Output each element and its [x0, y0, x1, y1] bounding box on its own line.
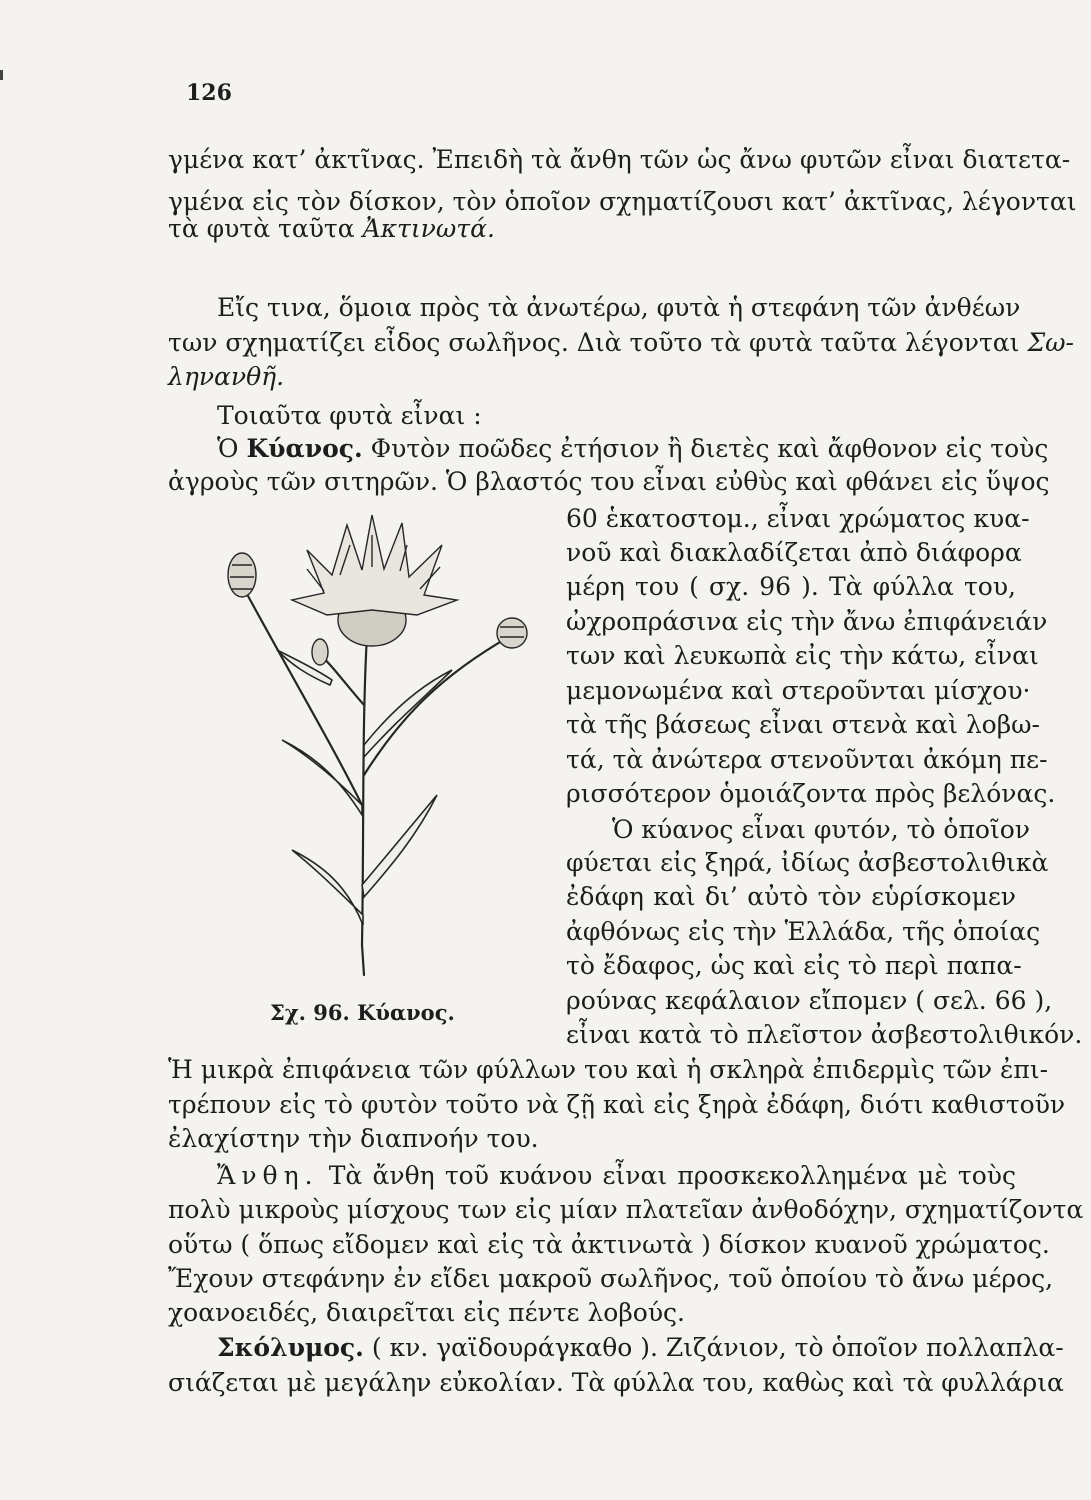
- figure-caption: Σχ. 96. Κύανος.: [270, 1000, 455, 1025]
- leaf: [364, 670, 452, 757]
- text-run: τὰ φυτὰ ταῦτα: [168, 214, 363, 243]
- main-stem: [362, 635, 367, 945]
- leaf: [282, 740, 362, 815]
- text-run: ( κν. γαϊδουράγκαθο ). Ζιζάνιον, τὸ ὁποῖον πολλαπλα-: [363, 1333, 1064, 1362]
- bud-left: [228, 553, 256, 597]
- heading-anthi: Ἄνθη.: [217, 1161, 319, 1190]
- text-line: ὠχροπράσινα εἰς τὴν ἄνω ἐπιφάνειάν: [566, 607, 1048, 636]
- text-line: οὕτω ( ὅπως εἴδομεν καὶ εἰς τὰ ἀκτινωτὰ ) δίσκον κυανοῦ χρώματος.: [168, 1230, 1050, 1259]
- text-line: τρέπουν εἰς τὸ φυτὸν τοῦτο νὰ ζῇ καὶ εἰς ξηρὰ ἐδάφη, διότι καθιστοῦν: [168, 1090, 1066, 1119]
- text-line: εἶναι κατὰ τὸ πλεῖστον ἀσβεστολιθικόν.: [566, 1020, 1083, 1049]
- text-run: των σχηματίζει εἶδος σωλῆνος. Διὰ τοῦτο τὰ φυτὰ ταῦτα λέγονται: [168, 328, 1028, 357]
- text-line: φύεται εἰς ξηρά, ἰδίως ἀσβεστολιθικὰ: [566, 848, 1049, 877]
- term-aktinota: Ἀκτινωτά.: [362, 214, 495, 243]
- text-line: μεμονωμένα καὶ στεροῦνται μίσχου·: [566, 676, 1031, 705]
- text-line: [217, 432, 1049, 466]
- text-line: [168, 326, 1074, 360]
- leaf: [362, 795, 437, 897]
- bud-right: [497, 618, 527, 648]
- scan-edge-mark: [0, 70, 3, 80]
- stem-branch-right: [364, 635, 512, 775]
- text-line: [217, 1331, 1064, 1365]
- text-run: Τὰ ἄνθη τοῦ κυάνου εἶναι προσκεκολλημένα μὲ τοὺς: [318, 1161, 1016, 1190]
- text-line: ἐδάφη καὶ δι’ αὐτὸ τὸν εὑρίσκομεν: [566, 882, 1016, 911]
- page-number: 126: [186, 80, 232, 106]
- text-line: ἀγροὺς τῶν σιτηρῶν. Ὁ βλαστός του εἶναι εὐθὺς καὶ φθάνει εἰς ὕψος: [168, 467, 1050, 496]
- text-line: [168, 212, 1016, 246]
- bud-mid: [312, 639, 328, 665]
- leaf: [292, 850, 363, 925]
- text-line: ἐλαχίστην τὴν διαπνοήν του.: [168, 1124, 539, 1153]
- text-line: [168, 360, 1016, 394]
- text-line: γμένα εἰς τὸν δίσκον, τὸν ὁποῖον σχηματίζουσι κατ’ ἀκτῖνας, λέγονται: [168, 187, 1077, 216]
- term-solinanthi-cont: ληνανθῆ.: [168, 362, 285, 391]
- text-line: γμένα κατ’ ἀκτῖνας. Ἐπειδὴ τὰ ἄνθη τῶν ὡς ἄνω φυτῶν εἶναι διατετα-: [168, 145, 1071, 174]
- heading-skolymos: Σκόλυμος.: [217, 1333, 364, 1362]
- text-line: νοῦ καὶ διακλαδίζεται ἀπὸ διάφορα: [566, 538, 1022, 567]
- text-line: σιάζεται μὲ μεγάλην εὐκολίαν. Τὰ φύλλα του, καθὼς καὶ τὰ φυλλάρια: [168, 1368, 1064, 1397]
- text-line: Ἔχουν στεφάνην ἐν εἴδει μακροῦ σωλῆνος, τοῦ ὁποίου τὸ ἄνω μέρος,: [168, 1264, 1054, 1293]
- cornflower-illustration-icon: [212, 505, 542, 980]
- text-line: 60 ἑκατοστομ., εἶναι χρώματος κυα-: [566, 504, 1030, 533]
- text-line: τὸ ἔδαφος, ὡς καὶ εἰς τὸ περὶ παπα-: [566, 951, 1022, 980]
- text-line: Τοιαῦτα φυτὰ εἶναι :: [217, 401, 482, 430]
- text-line: τά, τὰ ἀνώτερα στενοῦνται ἀκόμη πε-: [566, 745, 1048, 774]
- text-line: Ὁ κύανος εἶναι φυτόν, τὸ ὁποῖον: [612, 815, 1031, 844]
- text-line: Εἴς τινα, ὅμοια πρὸς τὰ ἀνωτέρω, φυτὰ ἡ στεφάνη τῶν ἀνθέων: [217, 293, 1021, 322]
- text-line: χοανοειδές, διαιρεῖται εἰς πέντε λοβούς.: [168, 1298, 685, 1327]
- text-line: ρισσότερον ὁμοιάζοντα πρὸς βελόνας.: [566, 779, 1056, 808]
- text-line: τὰ τῆς βάσεως εἶναι στενὰ καὶ λοβω-: [566, 710, 1040, 739]
- text-line: [217, 1159, 1016, 1193]
- text-line: ἀφθόνως εἰς τὴν Ἑλλάδα, τῆς ὁποίας: [566, 917, 1041, 946]
- text-line: Ἡ μικρὰ ἐπιφάνεια τῶν φύλλων του καὶ ἡ σκληρὰ ἐπιδερμὶς τῶν ἐπι-: [168, 1055, 1049, 1084]
- base-stem: [362, 945, 364, 975]
- text-line: πολὺ μικροὺς μίσχους των εἰς μίαν πλατεῖαν ἀνθοδόχην, σχηματίζοντα: [168, 1195, 1084, 1224]
- text-line: ρούνας κεφάλαιον εἴπομεν ( σελ. 66 ),: [566, 986, 1053, 1015]
- term-solinanthi: Σω-: [1027, 328, 1074, 357]
- text-run: Φυτὸν ποῶδες ἐτήσιον ἢ διετὲς καὶ ἄφθονον εἰς τοὺς: [362, 434, 1049, 463]
- text-line: μέρη του ( σχ. 96 ). Τὰ φύλλα του,: [566, 572, 1016, 601]
- text-line: των καὶ λευκωπὰ εἰς τὴν κάτω, εἶναι: [566, 641, 1039, 670]
- heading-kyanos: Κύανος.: [246, 434, 363, 463]
- text-run: Ὁ: [217, 434, 247, 463]
- flower-head: [292, 515, 457, 646]
